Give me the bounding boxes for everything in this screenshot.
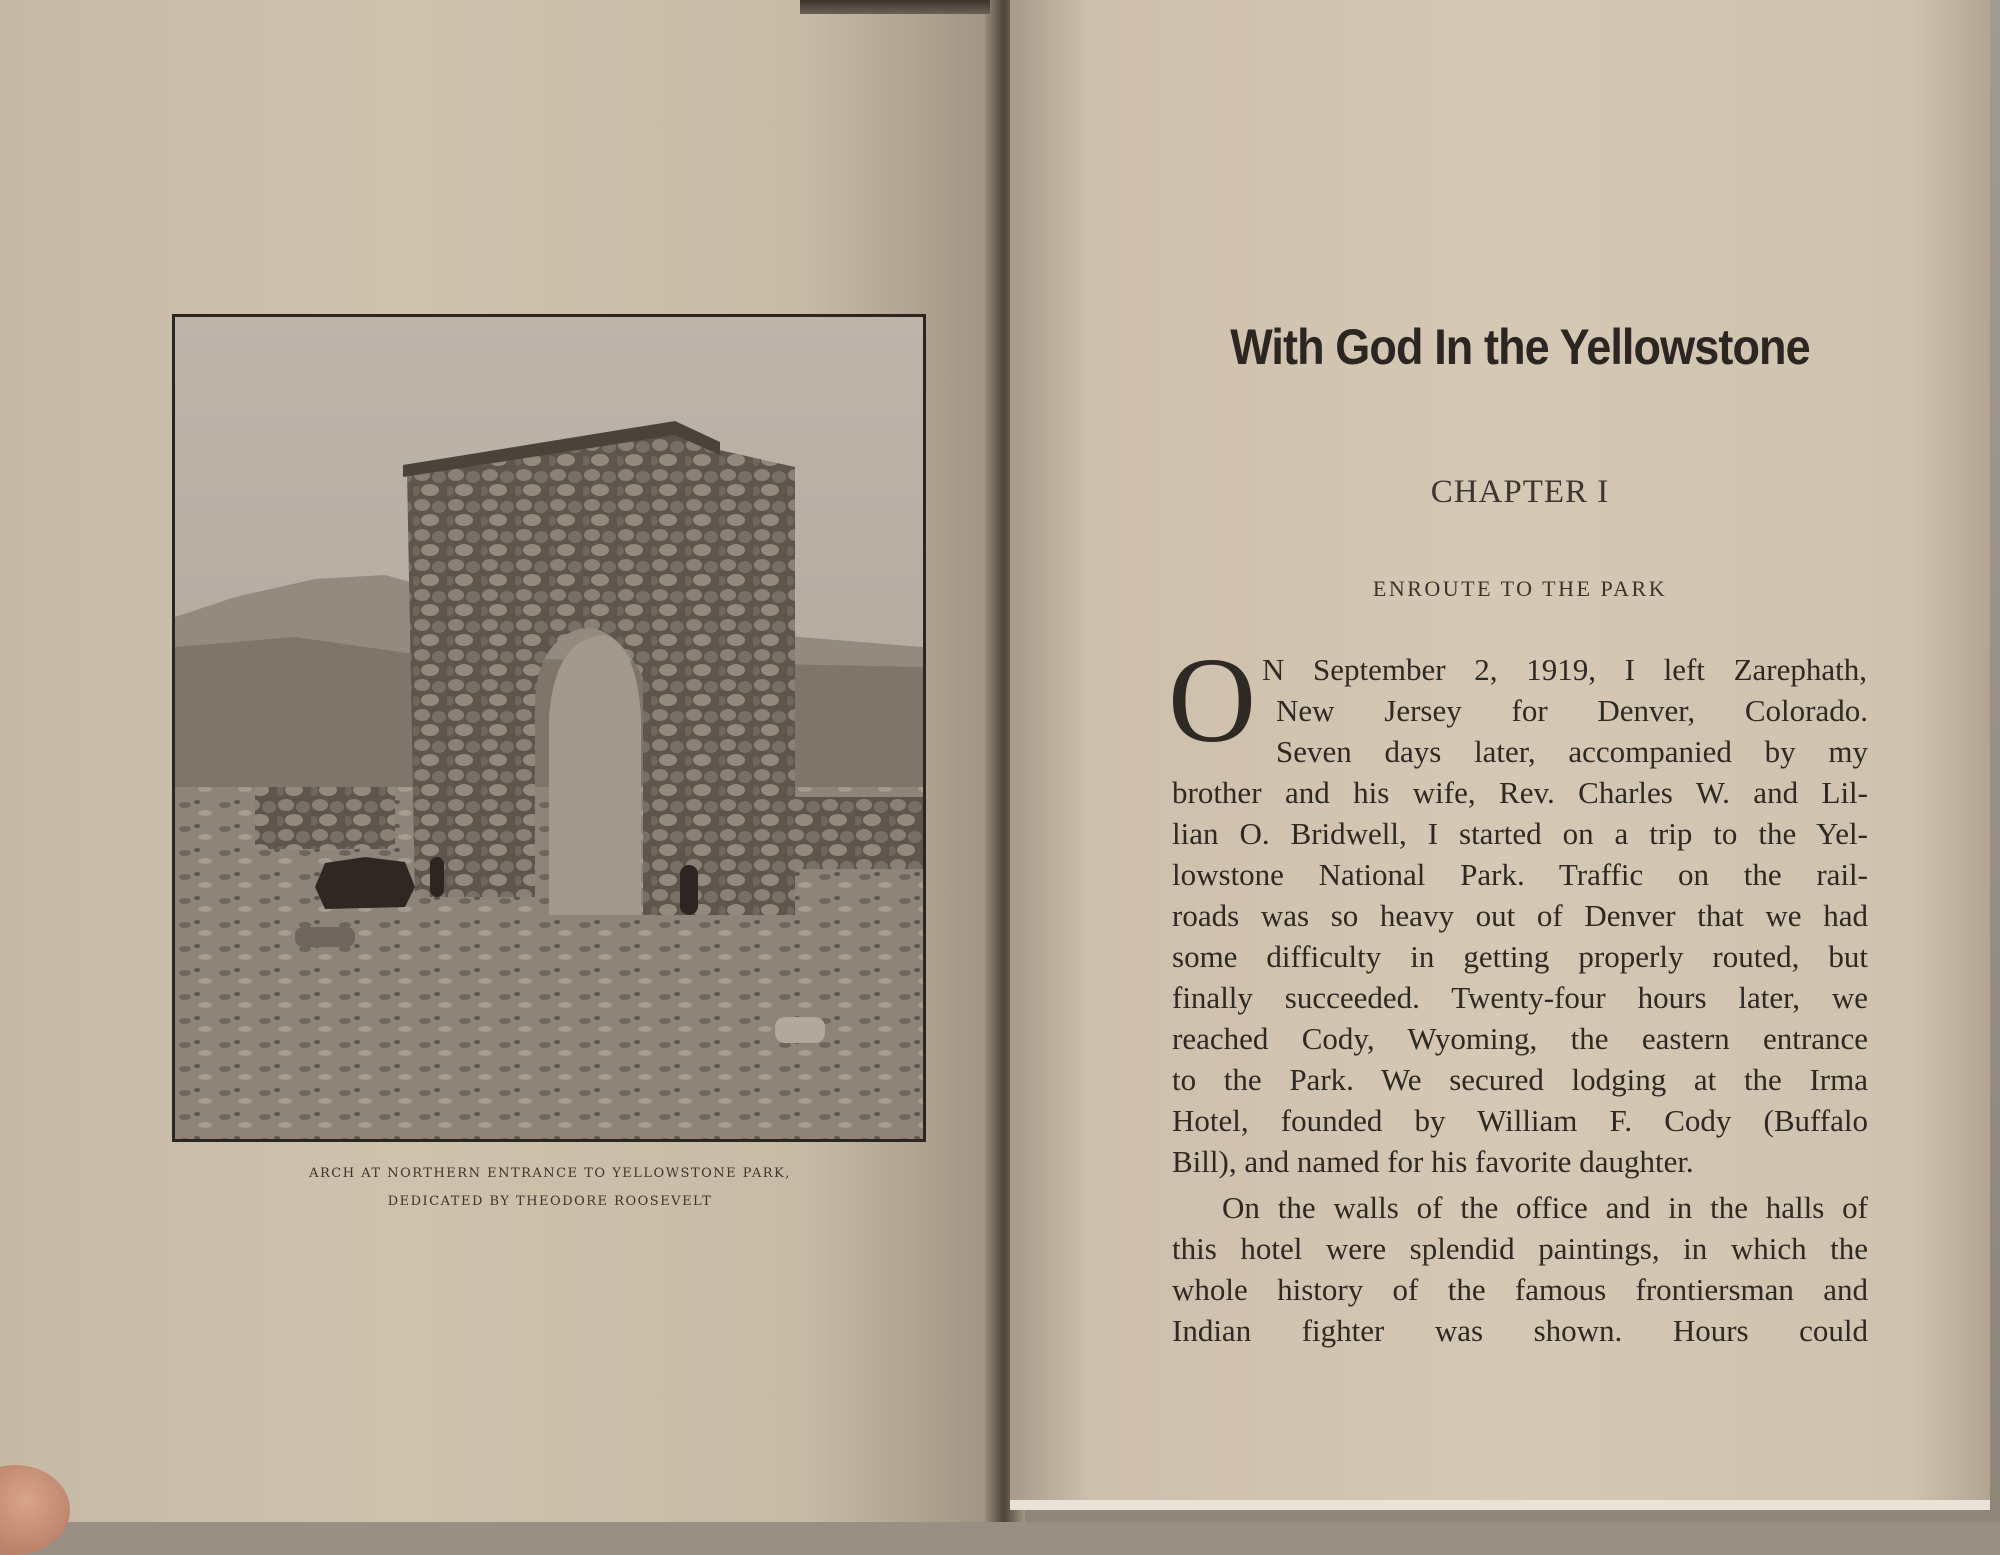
section-heading: ENROUTE TO THE PARK [1372, 576, 1668, 601]
text-line: Hotel, founded by William F. Cody (Buffalo [1172, 1103, 1868, 1138]
door [680, 865, 698, 915]
arch-opening [549, 635, 641, 915]
photo-plate [172, 314, 926, 1142]
text-line: New Jersey for Denver, Colorado. [1276, 693, 1868, 728]
text-line: On the walls of the office and in the halls of [1222, 1190, 1868, 1225]
book-title: With God In the Yellowstone [1230, 319, 1810, 375]
text-line: Bill), and named for his favorite daughter. [1172, 1144, 1694, 1179]
caption-line: DEDICATED BY THEODORE ROOSEVELT [387, 1194, 713, 1209]
text-line: whole history of the famous frontiersman and [1172, 1272, 1868, 1307]
rock [295, 927, 355, 947]
text-line: N September 2, 1919, I left Zarephath, [1262, 652, 1867, 687]
cover-edge [800, 0, 990, 14]
text-line: roads was so heavy out of Denver that we had [1172, 898, 1868, 933]
left-wall [255, 787, 395, 849]
text-line: lowstone National Park. Traffic on the rail- [1172, 857, 1868, 892]
text-line: to the Park. We secured lodging at the Irma [1172, 1062, 1868, 1097]
text-line: some difficulty in getting properly routed, but [1172, 939, 1868, 974]
text-line: this hotel were splendid paintings, in which the [1172, 1231, 1868, 1266]
text-line: lian O. Bridwell, I started on a trip to the Yel- [1172, 816, 1868, 851]
rock [775, 1017, 825, 1043]
text-line: Indian fighter was shown. Hours could [1172, 1313, 1868, 1348]
arch-photograph [175, 317, 923, 1139]
text-line: brother and his wife, Rev. Charles W. and Lil- [1172, 775, 1868, 810]
chapter-heading: CHAPTER I [1430, 474, 1610, 510]
horse-carriage [315, 857, 415, 909]
text-line: reached Cody, Wyoming, the eastern entrance [1172, 1021, 1868, 1056]
door [430, 857, 444, 897]
right-wall [795, 797, 923, 869]
drop-cap: O [1168, 633, 1257, 768]
plate-caption [230, 1160, 870, 1216]
text-line: Seven days later, accompanied by my [1276, 734, 1868, 769]
text-line: finally succeeded. Twenty-four hours later, we [1172, 980, 1868, 1015]
caption-line: ARCH AT NORTHERN ENTRANCE TO YELLOWSTONE PARK, [309, 1166, 791, 1181]
